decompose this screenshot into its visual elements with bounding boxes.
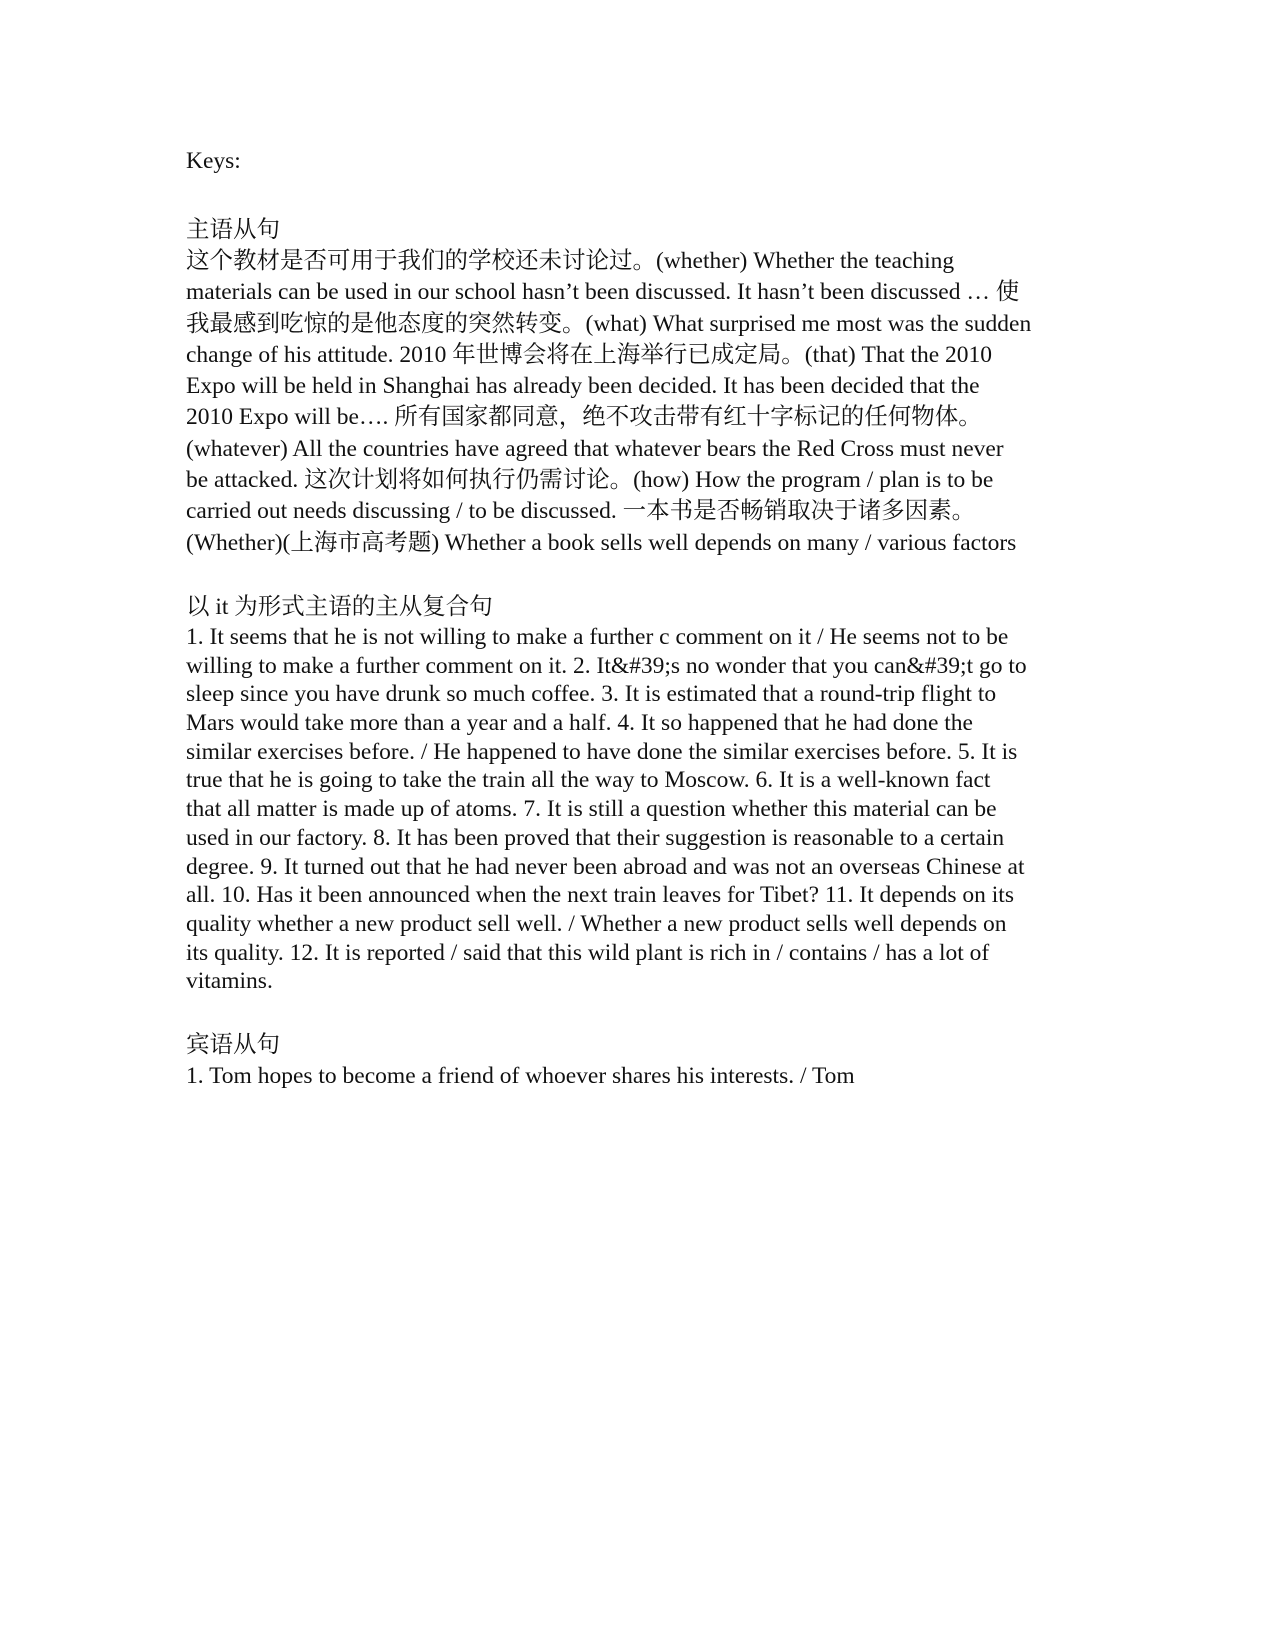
text-line: true that he is going to take the train all the way to Moscow. 6. It is a well-known fact: [186, 767, 991, 794]
section-title: 主语从句: [186, 217, 280, 243]
text-line: willing to make a further comment on it. 2. It&#39;s no wonder that you can&#39;t go to: [186, 652, 1027, 679]
section-formal-subject-it: [186, 592, 1084, 996]
text-line: (Whether)(上海市高考题) Whether a book sells well depends on many / various factors: [186, 529, 1017, 556]
text-line: sleep since you have drunk so much coffee. 3. It is estimated that a round-trip flight to: [186, 681, 997, 708]
text-line: all. 10. Has it been announced when the next train leaves for Tibet? 11. It depends on its: [186, 882, 1014, 909]
text-line: carried out needs discussing / to be discussed. 一本书是否畅销取决于诸多因素。: [186, 498, 976, 525]
text-line: used in our factory. 8. It has been proved that their suggestion is reasonable to a certain: [186, 824, 1005, 851]
text-line: Expo will be held in Shanghai has already been decided. It has been decided that the: [186, 373, 980, 400]
section-object-clauses: [186, 1030, 1084, 1092]
text-line: that all matter is made up of atoms. 7. It is still a question whether this material can be: [186, 796, 997, 823]
text-line: vitamins.: [186, 968, 273, 995]
text-line: its quality. 12. It is reported / said that this wild plant is rich in / contains / has a lot of: [186, 939, 990, 966]
text-line: be attacked. 这次计划将如何执行仍需讨论。(how) How the program / plan is to be: [186, 467, 994, 494]
text-line: 1. Tom hopes to become a friend of whoever shares his interests. / Tom: [186, 1063, 855, 1090]
text-line: 这个教材是否可用于我们的学校还未讨论过。(whether) Whether the teaching: [186, 248, 955, 274]
text-line: 2010 Expo will be…. 所有国家都同意，绝不攻击带有红十字标记的任何物体。: [186, 404, 982, 431]
text-line: change of his attitude. 2010 年世博会将在上海举行已成定局。(that) That the 2010: [186, 341, 993, 368]
section-body: [186, 246, 1084, 559]
text-line: (whatever) All the countries have agreed that whatever bears the Red Cross must never: [186, 435, 1004, 462]
document-page: [186, 146, 1084, 1092]
section-body: [186, 1061, 1084, 1092]
text-line: 1. It seems that he is not willing to make a further c comment on it / He seems not to be: [186, 623, 1009, 650]
section-body: [186, 623, 1084, 996]
text-line: 我最感到吃惊的是他态度的突然转变。(what) What surprised me most was the sudden: [186, 310, 1032, 337]
text-line: Mars would take more than a year and a half. 4. It so happened that he had done the: [186, 710, 973, 737]
text-line: similar exercises before. / He happened to have done the similar exercises before. 5. It is: [186, 738, 1018, 765]
section-title: 宾语从句: [186, 1032, 280, 1059]
keys-label: Keys:: [186, 148, 241, 174]
text-line: quality whether a new product sell well. / Whether a new product sells well depends on: [186, 911, 1007, 937]
section-title: 以 it 为形式主语的主从复合句: [186, 593, 493, 620]
text-line: materials can be used in our school hasn’t been discussed. It hasn’t been discussed … 使: [186, 279, 1020, 306]
section-subject-clauses: [186, 215, 1084, 559]
text-line: degree. 9. It turned out that he had never been abroad and was not an overseas Chinese at: [186, 853, 1025, 880]
